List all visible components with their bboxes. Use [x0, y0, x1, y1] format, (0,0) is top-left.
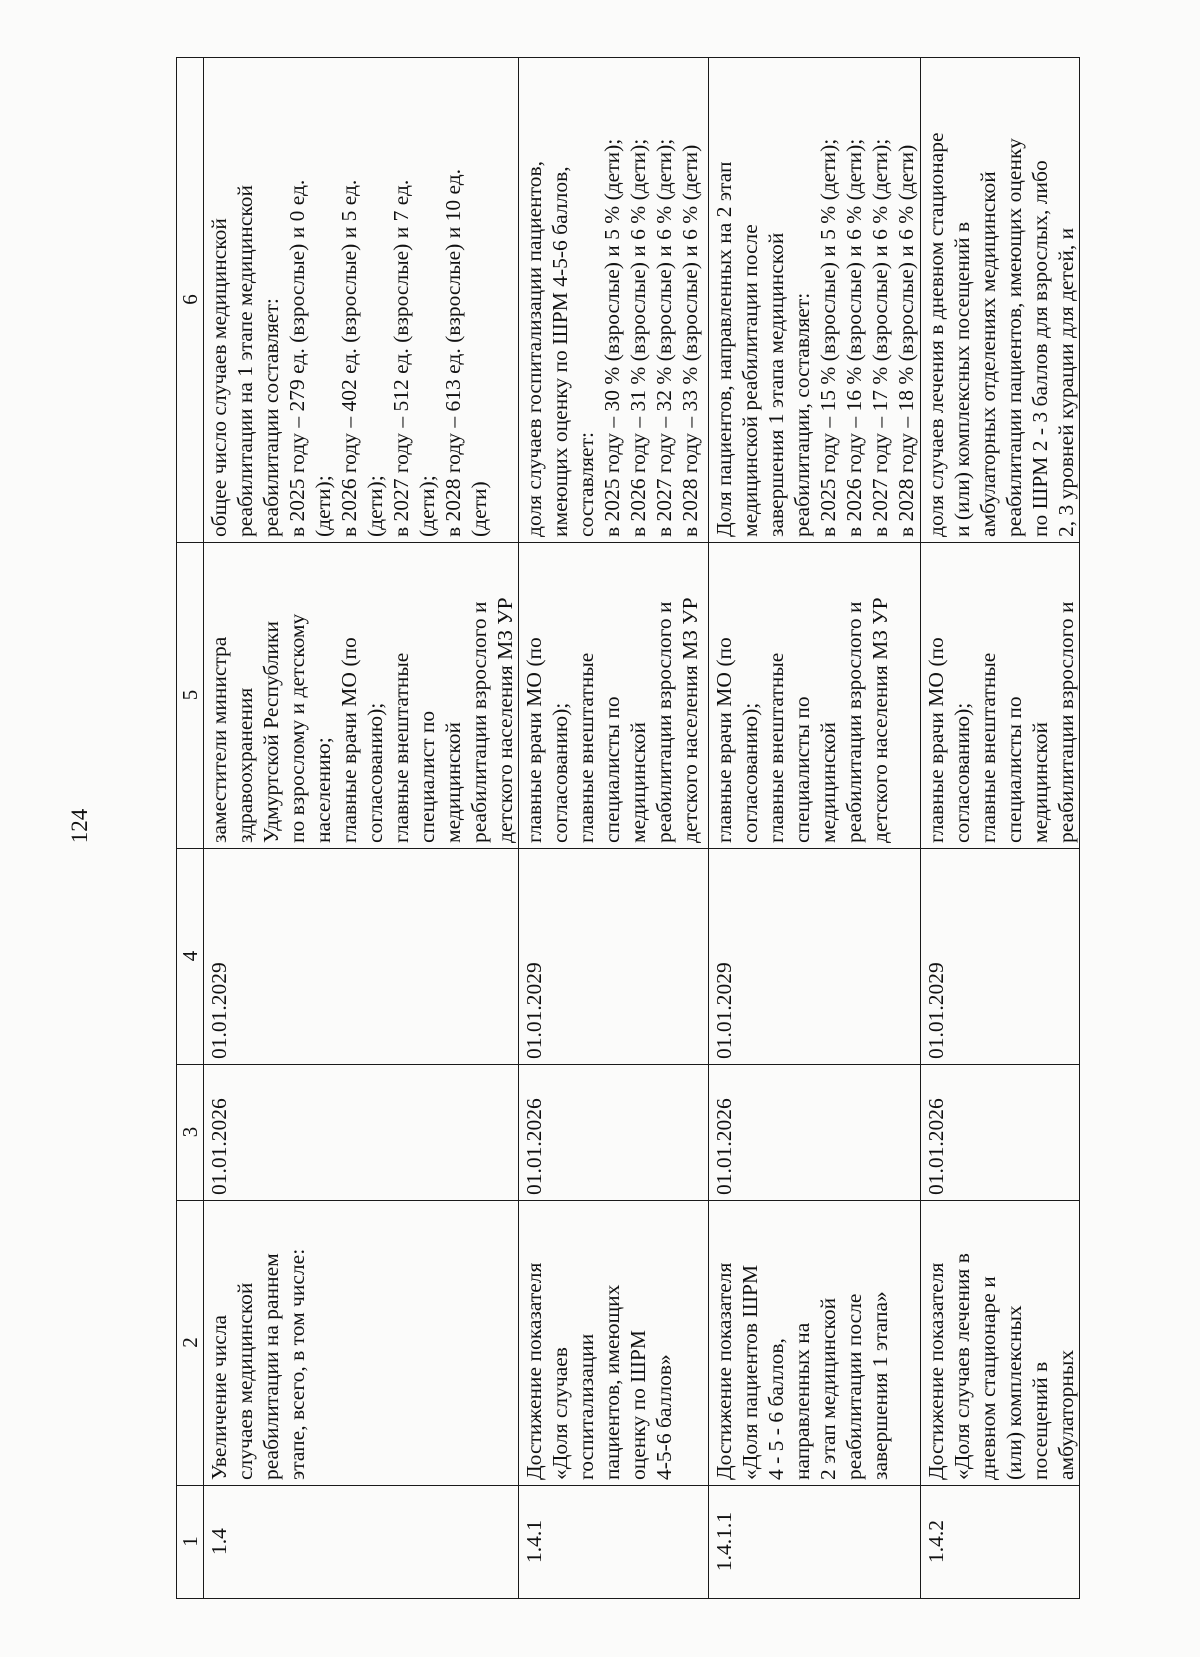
responsible-persons-line: специалисты по: [790, 696, 814, 843]
responsible-persons-line: реабилитации взрослого и: [1054, 601, 1078, 843]
end-date: 01.01.2029: [921, 849, 1080, 1065]
header-cell-1: 1: [177, 1486, 204, 1599]
expected-result-line: амбулаторных отделениях медицинской: [976, 171, 1000, 537]
responsible-persons-line: специалисты по: [600, 696, 624, 843]
expected-result: [519, 58, 709, 543]
end-date: 01.01.2029: [204, 849, 519, 1065]
activity-name-line: посещений в: [1028, 1361, 1052, 1480]
expected-result-line: в 2028 году – 18 % (взрослые) и 6 % (дети): [894, 144, 918, 537]
responsible-persons-line: специалисты по: [1002, 696, 1026, 843]
responsible-persons-line: Удмуртской Республики: [259, 620, 283, 843]
start-date: 01.01.2026: [709, 1065, 921, 1201]
row-number: 1.4.1.1: [709, 1486, 921, 1599]
activity-name: [921, 1201, 1080, 1486]
activity-name-line: «Доля случаев: [548, 1347, 572, 1480]
expected-result-line: в 2025 году – 15 % (взрослые) и 5 % (дети);: [816, 138, 840, 537]
header-cell-2: 2: [177, 1201, 204, 1486]
activity-name-line: дневном стационаре и: [976, 1276, 1000, 1480]
expected-result-line: составляет:: [574, 432, 598, 537]
activity-name-line: пациентов, имеющих: [600, 1284, 624, 1480]
activity-name-line: этапе, всего, в том числе:: [285, 1248, 309, 1480]
responsible-persons-line: главные внештатные: [574, 652, 598, 843]
activity-name-line: случаев медицинской: [233, 1282, 257, 1480]
activity-name-line: завершения 1 этапа»: [868, 1291, 892, 1480]
header-cell-3: 3: [177, 1065, 204, 1201]
responsible-persons-line: медицинской: [626, 722, 650, 843]
responsible-persons-line: детского населения МЗ УР: [678, 597, 702, 843]
expected-result-line: 2, 3 уровней курации для детей, и: [1054, 227, 1078, 537]
activity-name-line: направленных на: [790, 1322, 814, 1480]
responsible-persons-line: детского населения МЗ УР: [493, 597, 517, 843]
responsible-persons-line: главные врачи МО (по: [337, 637, 361, 843]
activity-name-line: (или) комплексных: [1002, 1305, 1026, 1480]
activity-name-line: 4 - 5 - 6 баллов,: [764, 1338, 788, 1480]
expected-result-line: в 2026 году – 16 % (взрослые) и 6 % (дети);: [842, 138, 866, 537]
plan-table: [176, 57, 1080, 1599]
responsible-persons-line: медицинской: [816, 722, 840, 843]
activity-name-line: оценку по ШРМ: [626, 1330, 650, 1480]
expected-result-line: в 2026 году – 31 % (взрослые) и 6 % (дети);: [626, 138, 650, 537]
expected-result-line: (дети): [467, 481, 491, 537]
responsible-persons-line: здравоохранения: [233, 687, 257, 843]
table-header-row: [177, 58, 204, 1599]
responsible-persons-line: главные врачи МО (по: [522, 637, 546, 843]
responsible-persons-line: детского населения МЗ УР: [868, 597, 892, 843]
responsible-persons: [921, 543, 1080, 849]
expected-result-line: доля случаев госпитализации пациентов,: [522, 160, 546, 537]
expected-result: [921, 58, 1080, 543]
responsible-persons-line: специалист по: [415, 710, 439, 843]
expected-result-line: медицинской реабилитации после: [738, 224, 762, 537]
responsible-persons-line: реабилитации взрослого и: [467, 601, 491, 843]
expected-result-line: общее число случаев медицинской: [207, 218, 231, 537]
responsible-persons-line: согласованию);: [950, 702, 974, 843]
responsible-persons-line: по взрослому и детскому: [285, 613, 309, 843]
responsible-persons-line: главные внештатные: [389, 652, 413, 843]
activity-name-line: Достижение показателя: [522, 1262, 546, 1480]
expected-result-line: в 2026 году – 402 ед. (взрослые) и 5 ед.: [337, 179, 361, 537]
expected-result-line: завершения 1 этапа медицинской: [764, 232, 788, 537]
activity-name: [204, 1201, 519, 1486]
start-date: 01.01.2026: [204, 1065, 519, 1201]
expected-result-line: в 2025 году – 279 ед. (взрослые) и 0 ед.: [285, 179, 309, 537]
expected-result-line: доля случаев лечения в дневном стационаре: [924, 132, 948, 537]
expected-result-line: (дети);: [415, 475, 439, 537]
expected-result: [204, 58, 519, 543]
responsible-persons-line: реабилитации взрослого и: [652, 601, 676, 843]
activity-name: [709, 1201, 921, 1486]
table-row: [204, 58, 519, 1599]
activity-name-line: Увеличение числа: [207, 1314, 231, 1480]
activity-name-line: Достижение показателя: [712, 1262, 736, 1480]
header-cell-4: 4: [177, 849, 204, 1065]
responsible-persons-line: медицинской: [441, 722, 465, 843]
responsible-persons-line: согласованию);: [548, 702, 572, 843]
responsible-persons-line: главные внештатные: [976, 652, 1000, 843]
start-date: 01.01.2026: [921, 1065, 1080, 1201]
start-date: 01.01.2026: [519, 1065, 709, 1201]
expected-result-line: (дети);: [311, 475, 335, 537]
responsible-persons-line: главные врачи МО (по: [712, 637, 736, 843]
activity-name-line: амбулаторных: [1054, 1349, 1078, 1480]
expected-result-line: имеющих оценку по ШРМ 4-5-6 баллов,: [548, 166, 572, 537]
expected-result-line: по ШРМ 2 - 3 баллов для взрослых, либо: [1028, 160, 1052, 537]
responsible-persons: [709, 543, 921, 849]
row-number: 1.4: [204, 1486, 519, 1599]
activity-name: [519, 1201, 709, 1486]
table-row: [921, 58, 1080, 1599]
expected-result-line: (дети);: [363, 475, 387, 537]
table-row: [519, 58, 709, 1599]
responsible-persons-line: согласованию);: [738, 702, 762, 843]
end-date: 01.01.2029: [519, 849, 709, 1065]
activity-name-line: Достижение показателя: [924, 1262, 948, 1480]
expected-result-line: реабилитации на 1 этапе медицинской: [233, 185, 257, 537]
expected-result-line: Доля пациентов, направленных на 2 этап: [712, 161, 736, 537]
header-cell-6: 6: [177, 58, 204, 543]
expected-result: [709, 58, 921, 543]
expected-result-line: реабилитации, составляет:: [790, 292, 814, 537]
table-row: [709, 58, 921, 1599]
responsible-persons: [519, 543, 709, 849]
expected-result-line: в 2028 году – 33 % (взрослые) и 6 % (дети): [678, 144, 702, 537]
responsible-persons-line: заместители министра: [207, 636, 231, 843]
responsible-persons-line: медицинской: [1028, 722, 1052, 843]
expected-result-line: и (или) комплексных посещений в: [950, 221, 974, 537]
responsible-persons-line: главные внештатные: [764, 652, 788, 843]
expected-result-line: в 2027 году – 512 ед. (взрослые) и 7 ед.: [389, 179, 413, 537]
rotated-content: [60, 52, 1080, 1600]
expected-result-line: в 2025 году – 30 % (взрослые) и 5 % (дети);: [600, 138, 624, 537]
expected-result-line: реабилитации пациентов, имеющих оценку: [1002, 138, 1026, 537]
expected-result-line: в 2027 году – 32 % (взрослые) и 6 % (дети);: [652, 138, 676, 537]
responsible-persons: [204, 543, 519, 849]
row-number: 1.4.2: [921, 1486, 1080, 1599]
responsible-persons-line: главные врачи МО (по: [924, 637, 948, 843]
activity-name-line: «Доля случаев лечения в: [950, 1253, 974, 1480]
header-cell-5: 5: [177, 543, 204, 849]
activity-name-line: реабилитации на раннем: [259, 1253, 283, 1480]
responsible-persons-line: согласованию);: [363, 702, 387, 843]
activity-name-line: госпитализации: [574, 1333, 598, 1480]
activity-name-line: «Доля пациентов ШРМ: [738, 1264, 762, 1480]
activity-name-line: 4-5-6 баллов»: [652, 1354, 676, 1480]
expected-result-line: реабилитации составляет:: [259, 298, 283, 537]
activity-name-line: реабилитации после: [842, 1293, 866, 1480]
responsible-persons-line: реабилитации взрослого и: [842, 601, 866, 843]
row-number: 1.4.1: [519, 1486, 709, 1599]
responsible-persons-line: населению;: [311, 737, 335, 843]
activity-name-line: 2 этап медицинской: [816, 1297, 840, 1480]
expected-result-line: в 2028 году – 613 ед. (взрослые) и 10 ед.: [441, 168, 465, 537]
expected-result-line: в 2027 году – 17 % (взрослые) и 6 % (дети);: [868, 138, 892, 537]
end-date: 01.01.2029: [709, 849, 921, 1065]
page-number: 124: [67, 808, 92, 844]
